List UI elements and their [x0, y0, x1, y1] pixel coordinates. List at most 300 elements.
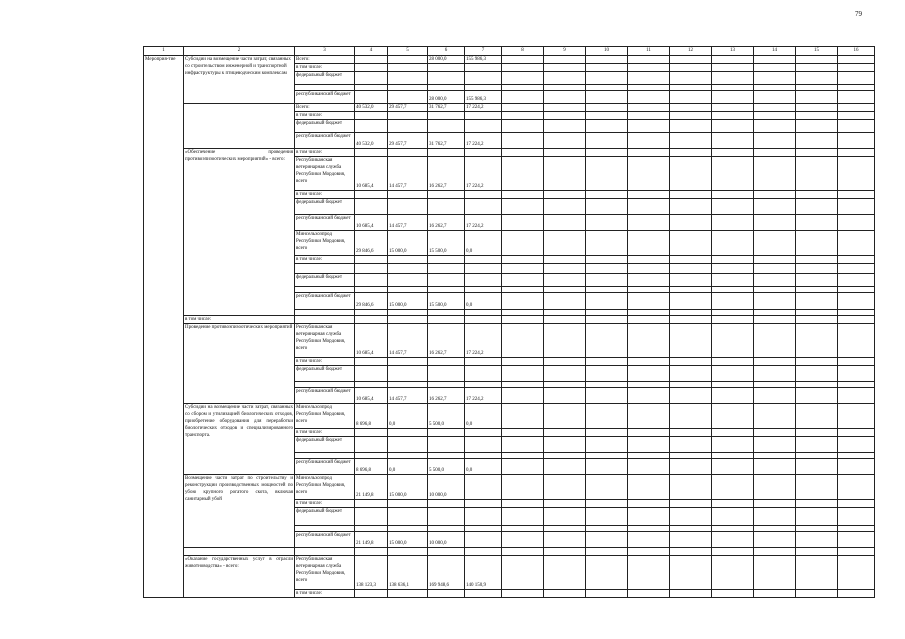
empty-cell [544, 56, 586, 64]
empty-cell [712, 191, 754, 199]
empty-cell [544, 366, 586, 382]
value-cell [428, 548, 465, 556]
empty-cell [838, 199, 875, 215]
value-cell [388, 437, 428, 453]
empty-cell [838, 590, 875, 598]
empty-cell [586, 366, 628, 382]
value-cell [355, 366, 388, 382]
empty-cell [628, 475, 670, 500]
value-cell: 0,0 [388, 404, 428, 429]
empty-cell [628, 388, 670, 404]
value-cell: 17 224,2 [465, 157, 502, 191]
empty-cell [712, 274, 754, 287]
column-header: 15 [796, 47, 838, 56]
empty-cell [628, 358, 670, 366]
empty-cell [670, 548, 712, 556]
empty-cell [796, 215, 838, 231]
value-cell: 28 000,0 [428, 56, 465, 64]
empty-cell [586, 475, 628, 500]
value-cell [355, 508, 388, 526]
empty-cell [628, 316, 670, 324]
empty-cell [502, 157, 544, 191]
empty-cell [628, 112, 670, 120]
empty-cell [754, 590, 796, 598]
empty-cell [838, 316, 875, 324]
empty-cell [544, 590, 586, 598]
source-label: в том числе: [295, 64, 355, 72]
empty-cell [754, 56, 796, 64]
empty-cell [796, 72, 838, 85]
event-label: Мероприя-тие [144, 56, 184, 598]
empty-cell [670, 215, 712, 231]
value-cell: 15 000,0 [388, 231, 428, 256]
value-cell [388, 274, 428, 287]
value-cell [355, 437, 388, 453]
empty-cell [502, 548, 544, 556]
empty-cell [838, 274, 875, 287]
empty-cell [502, 264, 544, 274]
empty-cell [754, 366, 796, 382]
empty-cell [628, 149, 670, 157]
value-cell [388, 548, 428, 556]
empty-cell [586, 437, 628, 453]
empty-cell [838, 157, 875, 191]
empty-cell [586, 429, 628, 437]
value-cell [355, 56, 388, 64]
empty-cell [712, 500, 754, 508]
source-label: Всего: [295, 104, 355, 112]
empty-cell [502, 72, 544, 85]
source-label: федеральный бюджет [295, 274, 355, 287]
value-cell [388, 316, 428, 324]
column-header: 10 [586, 47, 628, 56]
value-cell: 138 123,3 [355, 556, 388, 590]
empty-cell [586, 157, 628, 191]
empty-cell [754, 133, 796, 149]
item-bio-waste-subsidy: Субсидии на возмещение части затрат, связанных со сбором и утилизацией биологических отходов, приобретение оборудования для переработки биологических отходов и специализированного транспорта. [184, 404, 295, 475]
empty-cell [544, 120, 586, 133]
empty-cell [502, 133, 544, 149]
empty-cell [796, 274, 838, 287]
empty-cell [838, 293, 875, 310]
empty-cell [838, 548, 875, 556]
empty-cell [796, 475, 838, 500]
empty-cell [670, 293, 712, 310]
value-cell: 0,0 [465, 293, 502, 310]
table-row [144, 548, 875, 556]
empty-cell [544, 437, 586, 453]
value-cell [388, 256, 428, 264]
column-header: 16 [838, 47, 875, 56]
empty-cell [838, 256, 875, 264]
empty-cell [754, 429, 796, 437]
empty-cell [670, 56, 712, 64]
value-cell [428, 191, 465, 199]
empty-cell [586, 264, 628, 274]
empty-cell [544, 316, 586, 324]
empty-cell [502, 475, 544, 500]
empty-cell [838, 324, 875, 358]
column-header: 6 [428, 47, 465, 56]
empty-cell [586, 316, 628, 324]
empty-cell [838, 231, 875, 256]
empty-cell [796, 120, 838, 133]
empty-cell [712, 556, 754, 590]
empty-cell [754, 199, 796, 215]
empty-cell [544, 104, 586, 112]
empty-cell [586, 548, 628, 556]
column-header: 7 [465, 47, 502, 56]
empty-cell [796, 590, 838, 598]
value-cell: 31 762,7 [428, 133, 465, 149]
source-label: в том числе: [295, 256, 355, 264]
empty-cell [502, 120, 544, 133]
value-cell: 14 457,7 [388, 388, 428, 404]
empty-cell [754, 264, 796, 274]
value-cell: 140 150,9 [465, 556, 502, 590]
value-cell [388, 112, 428, 120]
empty-cell [670, 429, 712, 437]
empty-cell [670, 508, 712, 526]
empty-cell [670, 388, 712, 404]
empty-cell [796, 316, 838, 324]
source-label: в том числе: [295, 358, 355, 366]
empty-cell [544, 112, 586, 120]
empty-cell [838, 215, 875, 231]
value-cell [465, 274, 502, 287]
empty-cell [754, 91, 796, 104]
value-cell: 21 149,8 [355, 532, 388, 548]
empty-cell [502, 500, 544, 508]
value-cell: 5 500,0 [428, 404, 465, 429]
empty-cell [796, 191, 838, 199]
value-cell [428, 64, 465, 72]
value-cell [465, 64, 502, 72]
table-row [144, 56, 875, 64]
empty-cell [796, 429, 838, 437]
value-cell: 28 000,0 [428, 91, 465, 104]
value-cell [388, 500, 428, 508]
source-label: федеральный бюджет [295, 72, 355, 85]
value-cell: 8 696,8 [355, 459, 388, 475]
value-cell [355, 91, 388, 104]
empty-cell [628, 133, 670, 149]
value-cell [465, 358, 502, 366]
empty-cell [628, 556, 670, 590]
value-cell: 29 846,6 [355, 293, 388, 310]
empty-cell [586, 199, 628, 215]
value-cell [465, 316, 502, 324]
column-header: 12 [670, 47, 712, 56]
empty-cell [544, 72, 586, 85]
source-label: республиканский бюджет [295, 388, 355, 404]
value-cell: 21 149,8 [355, 475, 388, 500]
empty-cell [838, 191, 875, 199]
value-cell [355, 64, 388, 72]
empty-cell [544, 508, 586, 526]
empty-cell [712, 72, 754, 85]
value-cell [465, 191, 502, 199]
value-cell [428, 264, 465, 274]
empty-cell [586, 556, 628, 590]
value-cell [428, 590, 465, 598]
empty-cell [712, 358, 754, 366]
source-label: Республиканская ветеринарная служба Республики Мордовия, всего [295, 324, 355, 358]
value-cell: 14 457,7 [388, 324, 428, 358]
empty-cell [838, 358, 875, 366]
empty-cell [502, 590, 544, 598]
empty-cell [796, 133, 838, 149]
value-cell: 15 500,0 [428, 293, 465, 310]
empty-cell [544, 388, 586, 404]
empty-cell [502, 437, 544, 453]
value-cell [388, 191, 428, 199]
empty-cell [796, 459, 838, 475]
value-cell [355, 149, 388, 157]
empty-cell [502, 316, 544, 324]
column-header: 14 [754, 47, 796, 56]
empty-cell [586, 500, 628, 508]
column-header: 8 [502, 47, 544, 56]
value-cell [355, 256, 388, 264]
empty-cell [712, 104, 754, 112]
value-cell: 17 224,2 [465, 133, 502, 149]
value-cell: 10 685,4 [355, 324, 388, 358]
value-cell [355, 500, 388, 508]
value-cell: 14 457,7 [388, 157, 428, 191]
empty-cell [502, 508, 544, 526]
empty-cell [586, 64, 628, 72]
source-label: Всего: [295, 56, 355, 64]
empty-cell [754, 215, 796, 231]
empty-cell [796, 556, 838, 590]
empty-cell [544, 133, 586, 149]
value-cell [465, 548, 502, 556]
empty-cell [502, 429, 544, 437]
empty-cell [670, 316, 712, 324]
empty-cell [670, 590, 712, 598]
empty-cell [796, 157, 838, 191]
empty-cell [754, 388, 796, 404]
empty-cell [502, 104, 544, 112]
empty-cell [712, 429, 754, 437]
empty-cell [628, 215, 670, 231]
source-label: республиканский бюджет [295, 532, 355, 548]
value-cell: 10 685,4 [355, 215, 388, 231]
empty-cell [754, 459, 796, 475]
empty-cell [502, 191, 544, 199]
value-cell: 10 685,4 [355, 388, 388, 404]
empty-cell [544, 199, 586, 215]
page-number: 79 [855, 10, 862, 18]
empty-cell [544, 475, 586, 500]
empty-cell [586, 590, 628, 598]
value-cell [388, 56, 428, 64]
empty-cell [544, 64, 586, 72]
empty-cell [544, 556, 586, 590]
empty-cell [586, 56, 628, 64]
empty-cell [796, 500, 838, 508]
value-cell: 17 224,2 [465, 388, 502, 404]
empty-cell [670, 149, 712, 157]
empty-cell [628, 293, 670, 310]
value-cell [428, 508, 465, 526]
empty-cell [670, 91, 712, 104]
column-header: 3 [295, 47, 355, 56]
empty-cell [712, 64, 754, 72]
empty-cell [670, 366, 712, 382]
empty-cell [754, 316, 796, 324]
empty-cell [502, 532, 544, 548]
value-cell [428, 256, 465, 264]
value-cell [355, 112, 388, 120]
value-cell [355, 429, 388, 437]
value-cell: 138 636,1 [388, 556, 428, 590]
empty-cell [838, 91, 875, 104]
empty-cell [712, 316, 754, 324]
value-cell [428, 72, 465, 85]
empty-cell [628, 548, 670, 556]
empty-cell [544, 404, 586, 429]
value-cell: 10 000,0 [428, 475, 465, 500]
empty-cell [586, 324, 628, 358]
empty-cell [712, 133, 754, 149]
value-cell [428, 149, 465, 157]
empty-cell [670, 157, 712, 191]
source-label: Минсельхозпрод Республики Мордовия, всего [295, 231, 355, 256]
empty-cell [544, 532, 586, 548]
empty-cell [628, 459, 670, 475]
empty-cell [754, 358, 796, 366]
source-label: Минсельхозпрод Республики Мордовия, всего [295, 475, 355, 500]
empty-cell [754, 293, 796, 310]
empty-cell [586, 191, 628, 199]
empty-cell [628, 264, 670, 274]
value-cell [428, 358, 465, 366]
value-cell: 0,0 [465, 231, 502, 256]
source-label [295, 264, 355, 274]
empty-cell [502, 556, 544, 590]
empty-cell [712, 324, 754, 358]
empty-cell [712, 532, 754, 548]
empty-cell [796, 404, 838, 429]
empty-cell [712, 112, 754, 120]
empty-cell [628, 324, 670, 358]
empty-cell [754, 149, 796, 157]
value-cell [355, 264, 388, 274]
value-cell: 15 000,0 [388, 532, 428, 548]
empty-cell [586, 112, 628, 120]
empty-cell [796, 64, 838, 72]
empty-cell [838, 120, 875, 133]
table-row [144, 104, 875, 112]
value-cell [355, 548, 388, 556]
value-cell [355, 199, 388, 215]
empty-cell [796, 293, 838, 310]
empty-cell [544, 548, 586, 556]
empty-cell [586, 104, 628, 112]
value-cell [465, 366, 502, 382]
empty-cell [628, 437, 670, 453]
table-row [144, 316, 875, 324]
empty-cell [586, 149, 628, 157]
empty-cell [754, 475, 796, 500]
empty-cell [670, 437, 712, 453]
value-cell [355, 590, 388, 598]
value-cell: 0,0 [465, 459, 502, 475]
empty-cell [712, 388, 754, 404]
empty-cell [670, 324, 712, 358]
source-label: в том числе: [295, 112, 355, 120]
empty-cell [586, 274, 628, 287]
value-cell: 17 224,2 [465, 215, 502, 231]
empty-cell [544, 429, 586, 437]
empty-cell [670, 120, 712, 133]
empty-cell [712, 475, 754, 500]
value-cell: 16 262,7 [428, 324, 465, 358]
value-cell: 16 262,7 [428, 157, 465, 191]
empty-cell [586, 215, 628, 231]
empty-cell [796, 548, 838, 556]
empty-cell [796, 366, 838, 382]
empty-cell [712, 366, 754, 382]
source-label: республиканский бюджет [295, 459, 355, 475]
empty-cell [796, 91, 838, 104]
empty-cell [712, 404, 754, 429]
column-header: 13 [712, 47, 754, 56]
source-label: республиканский бюджет [295, 133, 355, 149]
empty-cell [796, 256, 838, 264]
value-cell [428, 120, 465, 133]
source-label: республиканский бюджет [295, 293, 355, 310]
value-cell [465, 532, 502, 548]
empty-cell [502, 293, 544, 310]
empty-cell [754, 548, 796, 556]
empty-cell [838, 104, 875, 112]
empty-cell [796, 56, 838, 64]
empty-cell [544, 324, 586, 358]
empty-cell [628, 64, 670, 72]
empty-cell [628, 256, 670, 264]
empty-cell [712, 590, 754, 598]
budget-table [143, 46, 875, 598]
value-cell [388, 429, 428, 437]
empty-cell [796, 324, 838, 358]
value-cell: 10 685,4 [355, 157, 388, 191]
empty-cell [796, 104, 838, 112]
column-header: 1 [144, 47, 184, 56]
value-cell [388, 120, 428, 133]
empty-cell [670, 264, 712, 274]
empty-cell [628, 91, 670, 104]
source-label [295, 548, 355, 556]
value-cell: 15 500,0 [428, 231, 465, 256]
empty-cell [502, 366, 544, 382]
table-row [144, 47, 875, 56]
empty-cell [670, 500, 712, 508]
empty-cell [670, 191, 712, 199]
empty-cell [712, 149, 754, 157]
value-cell: 5 500,0 [428, 459, 465, 475]
empty-cell [628, 56, 670, 64]
empty-cell [712, 256, 754, 264]
empty-cell [796, 437, 838, 453]
value-cell: 16 262,7 [428, 388, 465, 404]
empty-cell [586, 72, 628, 85]
value-cell: 16 262,7 [428, 215, 465, 231]
empty-cell [754, 437, 796, 453]
value-cell [355, 120, 388, 133]
